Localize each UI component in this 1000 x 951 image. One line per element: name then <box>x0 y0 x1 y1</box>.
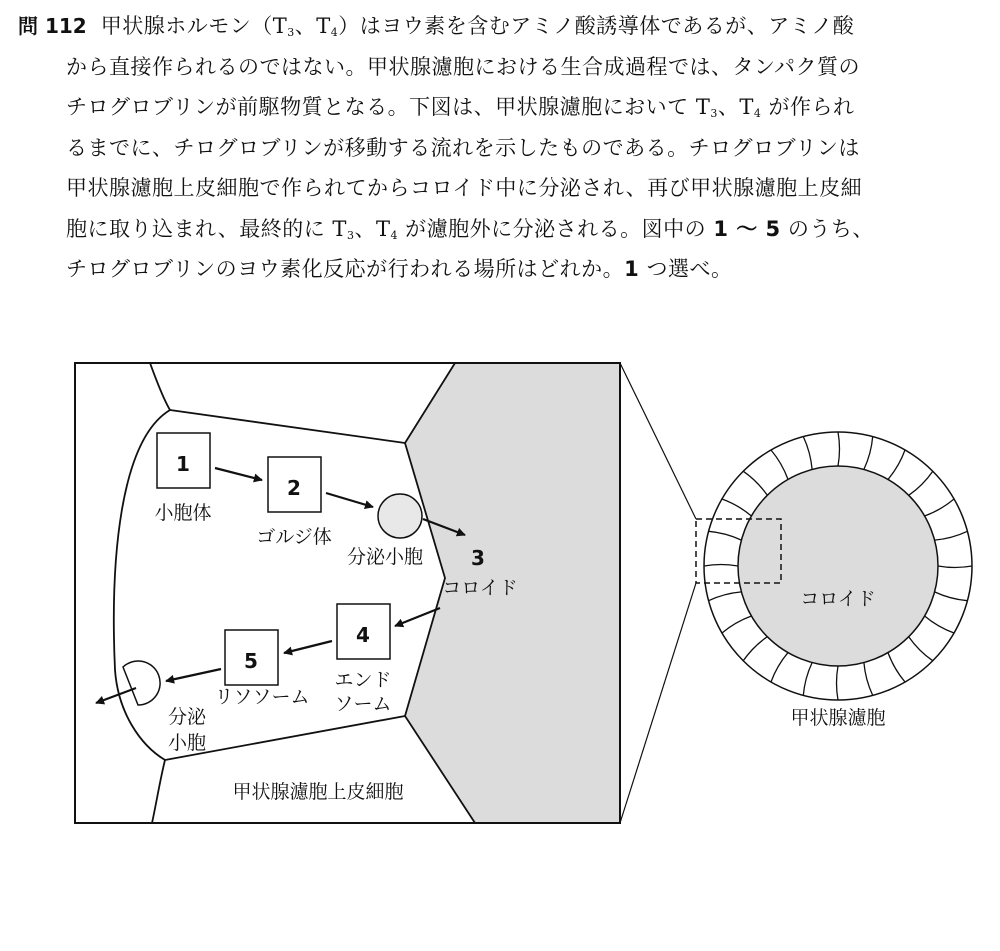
box-5-label: リソソーム <box>214 686 310 708</box>
secretory-vesicle-top-label: 分泌小胞 <box>346 546 424 568</box>
text-span: るまでに、チログロブリンが移動する流れを示したものである。チログロブリンは <box>66 135 860 160</box>
text-span: つ選べ。 <box>639 257 733 281</box>
subscript: 3 <box>287 26 295 39</box>
follicle-colloid-label: コロイド <box>800 588 876 610</box>
zoom-connector-bottom <box>620 583 696 823</box>
site-3-label: コロイド <box>442 577 518 599</box>
text-span: チログロブリンが前駆物質となる。下図は、甲状腺濾胞において T <box>66 95 711 119</box>
arrow-1-to-2 <box>215 468 262 480</box>
box-5-number: 5 <box>244 649 258 673</box>
site-3-number: 3 <box>471 546 485 570</box>
choice-range: 1 〜 5 <box>713 216 781 241</box>
text-span: 胞に取り込まれ、最終的に T <box>66 216 347 241</box>
follicle-diagram <box>696 432 972 729</box>
follicle-colloid <box>738 466 938 666</box>
zoom-connector-top <box>620 363 696 519</box>
answer-count: 1 <box>624 257 640 281</box>
box-4-label-line-2: ソーム <box>334 693 392 715</box>
cell-diagram <box>75 363 620 823</box>
box-4-label-line-1: エンド <box>334 669 392 691</box>
box-1-number: 1 <box>176 452 190 476</box>
secretory-vesicle-top <box>378 494 422 538</box>
text-span: が作られ <box>761 95 855 119</box>
arrow-5-to-vesicle <box>166 669 221 681</box>
secretory-vesicle-bottom-label-line-2: 小胞 <box>167 732 207 754</box>
text-span: 甲状腺ホルモン（T <box>100 14 288 38</box>
text-span: が濾胞外に分泌される。図中の <box>397 216 714 241</box>
arrow-secretion-out <box>96 688 136 703</box>
epithelial-cell-label: 甲状腺濾胞上皮細胞 <box>232 781 404 803</box>
text-span: から直接作られるのではない。甲状腺濾胞における生合成過程では、タンパク質の <box>66 54 861 79</box>
box-1-label: 小胞体 <box>154 502 212 524</box>
secretory-vesicle-bottom-label-line-1: 分泌 <box>167 706 207 728</box>
text-span: 、T <box>354 216 391 241</box>
adjacent-cell-boundary-top <box>150 363 170 410</box>
subscript: 3 <box>346 228 355 242</box>
follicle-label: 甲状腺濾胞 <box>790 707 886 729</box>
secretory-vesicle-bottom <box>123 661 160 705</box>
subscript: 4 <box>753 107 762 120</box>
text-span: チログロブリンのヨウ素化反応が行われる場所はどれか。 <box>66 257 625 281</box>
arrow-2-to-vesicle <box>326 493 373 507</box>
subscript: 3 <box>710 107 718 120</box>
text-span: 、T <box>717 95 754 119</box>
text-span: のうち、 <box>780 216 874 241</box>
arrow-4-to-5 <box>284 641 332 653</box>
text-span: 、T <box>294 14 331 38</box>
subscript: 4 <box>330 26 339 39</box>
box-2-number: 2 <box>287 476 301 500</box>
question-number: 問 112 <box>18 14 87 38</box>
box-2-label: ゴルジ体 <box>256 526 332 548</box>
box-4-number: 4 <box>356 623 370 647</box>
adjacent-cell-boundary-bottom <box>152 760 165 823</box>
text-span: ）はヨウ素を含むアミノ酸誘導体であるが、アミノ酸 <box>338 14 855 38</box>
subscript: 4 <box>390 228 398 242</box>
text-span: 甲状腺濾胞上皮細胞で作られてからコロイド中に分泌され、再び甲状腺濾胞上皮細 <box>66 176 863 200</box>
